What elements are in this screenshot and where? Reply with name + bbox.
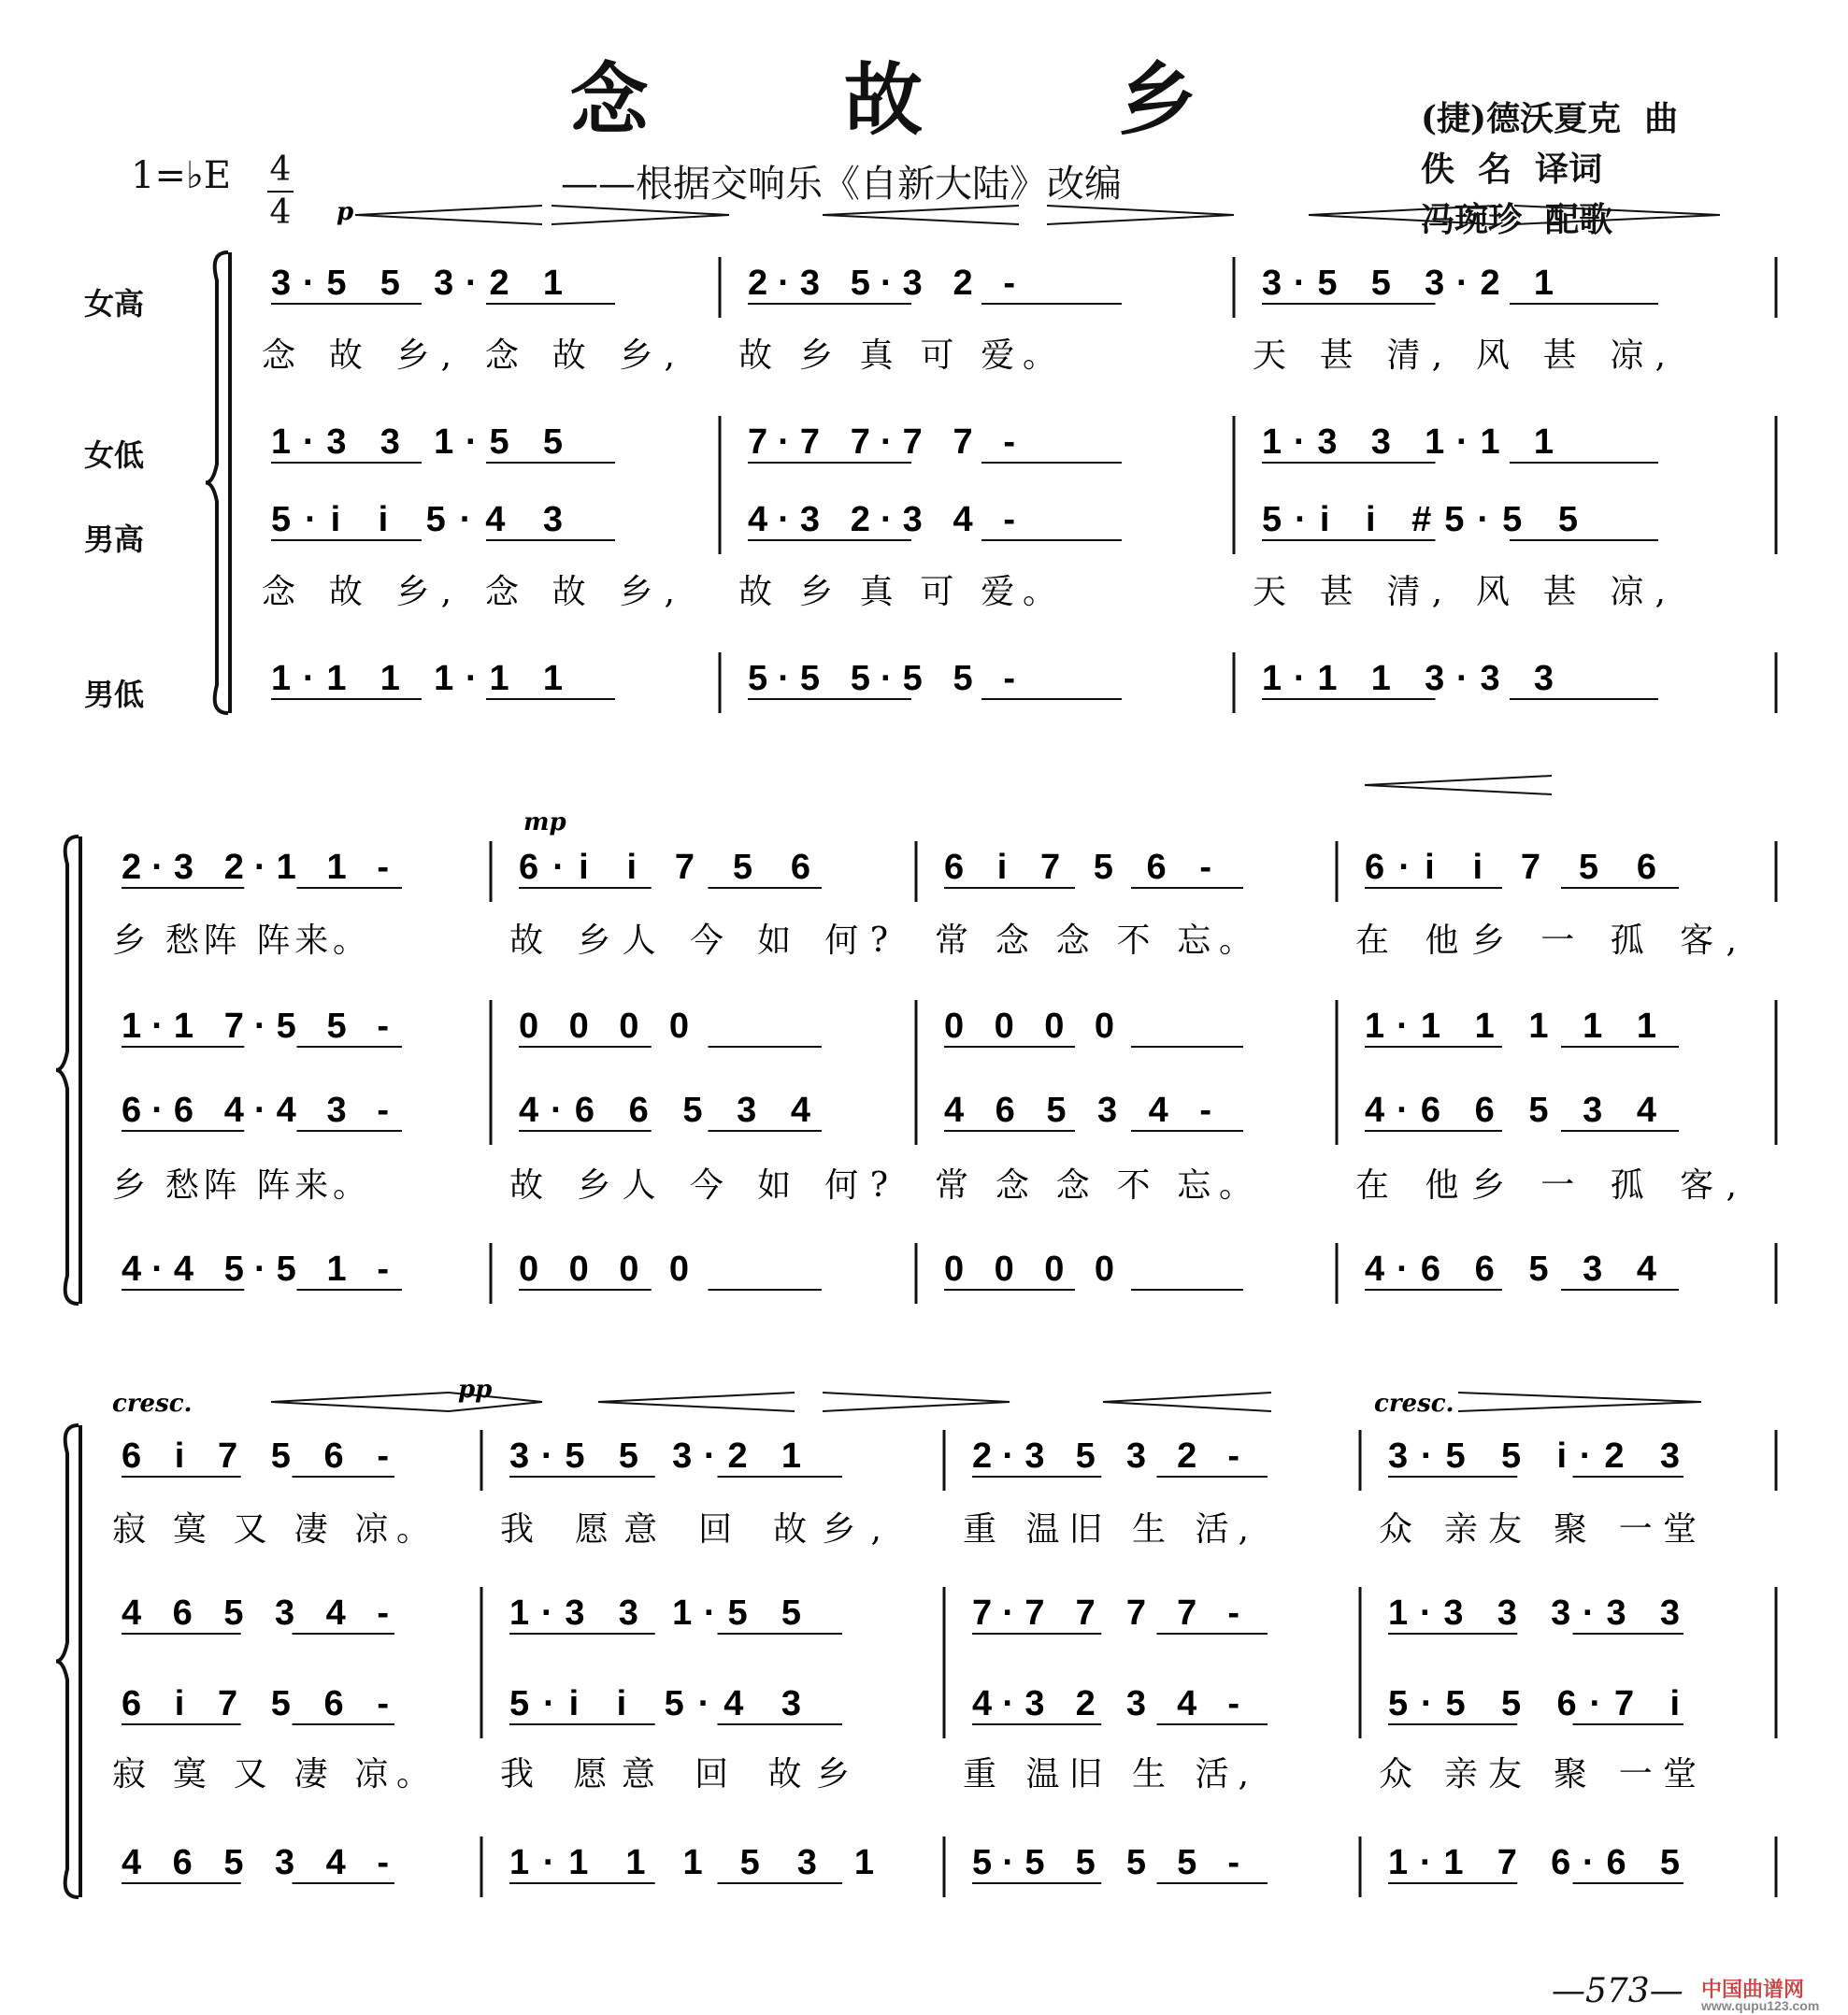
system-1-dynamic-1: p <box>337 198 354 226</box>
system-2-bar-4-lyric-upper: 在 他乡 一 孤 客, <box>1355 922 1737 960</box>
voice-label-soprano: 女高 <box>84 286 145 322</box>
watermark <box>1701 1974 1820 2013</box>
system-3-bar-3-tenor: 4·3 2 3 4 - <box>972 1684 1239 1723</box>
system-3-bar-3-lyric-upper: 重 温旧 生 活, <box>963 1510 1249 1549</box>
system-2-bar-4-lyric-lower: 在 他乡 一 孤 客, <box>1355 1166 1737 1205</box>
system-1-hairpin-4 <box>1047 206 1234 224</box>
system-1-bar-2-lyric-upper: 故 乡 真 可 爱。 <box>738 336 1056 375</box>
system-1-hairpin-5 <box>1309 206 1496 224</box>
system-3-hairpin-5 <box>1103 1393 1271 1411</box>
system-2-hairpin-1 <box>1365 776 1552 794</box>
system-3-bar-3-lyric-lower: 重 温旧 生 活, <box>963 1755 1249 1793</box>
system-2-bar-2-alto: 0 0 0 0 <box>519 1007 689 1046</box>
key-signature: 1=♭E <box>131 154 232 197</box>
system-2-dynamic-1: mp <box>523 808 566 836</box>
system-2-brace <box>56 836 79 1304</box>
system-3-bar-2-tenor: 5·i i 5·4 3 <box>509 1684 801 1723</box>
system-3-bar-4-soprano: 3·5 5 i·2 3 <box>1388 1436 1680 1476</box>
system-1-brace <box>206 252 228 713</box>
watermark-text: 中国曲谱网 <box>1701 1978 1805 2001</box>
system-1-bar-3-soprano: 3·5 5 3·2 1 <box>1262 264 1554 303</box>
system-2-bar-4-soprano: 6·i i 7 5 6 <box>1365 848 1656 887</box>
system-1-hairpin-3 <box>823 206 1019 224</box>
system-2-bar-2-lyric-upper: 故 乡人 今 如 何? <box>509 922 888 960</box>
system-3-bar-4-lyric-upper: 众 亲友 聚 一堂 <box>1379 1510 1697 1549</box>
system-1-bar-2-alto: 7·7 7·7 7 - <box>748 422 1015 462</box>
system-3-bar-4-lyric-lower: 众 亲友 聚 一堂 <box>1379 1755 1697 1793</box>
system-1-bar-3-lyric-upper: 天 甚 清, 风 甚 凉, <box>1253 336 1666 375</box>
system-1-bar-3-tenor: 5·i i #5·5 5 <box>1262 500 1578 539</box>
voice-label-bass: 男低 <box>84 677 145 712</box>
system-2-bar-2-tenor: 4·6 6 5 3 4 <box>519 1091 810 1130</box>
system-3-bar-2-lyric-lower: 我 愿意 回 故乡 <box>500 1755 850 1793</box>
page-number: —573— <box>1552 1972 1683 2010</box>
system-2-bar-1-lyric-lower: 乡 愁阵 阵来。 <box>112 1166 366 1205</box>
system-2-bar-3-tenor: 4 6 5 3 4 - <box>944 1091 1211 1130</box>
system-1-bar-1-alto: 1·3 3 1·5 5 <box>271 422 563 462</box>
system-3-bar-4-tenor: 5·5 5 6·7 i <box>1388 1684 1680 1723</box>
voice-label-alto: 女低 <box>84 437 145 473</box>
system-2-bar-1-lyric-upper: 乡 愁阵 阵来。 <box>112 922 366 960</box>
system-3-hairpin-3 <box>598 1393 795 1411</box>
time-top: 4 <box>269 150 292 189</box>
system-2-bar-1-alto: 1·1 7·5 5 - <box>122 1007 389 1046</box>
system-3-dynamic-2: pp <box>458 1376 493 1404</box>
system-1-bar-1-bass: 1·1 1 1·1 1 <box>271 659 563 698</box>
system-2-bar-1-bass: 4·4 5·5 1 - <box>122 1250 389 1289</box>
system-2-bar-4-tenor: 4·6 6 5 3 4 <box>1365 1091 1656 1130</box>
credit-translator: 佚 名 译词 <box>1421 150 1603 189</box>
system-3-bar-2-soprano: 3·5 5 3·2 1 <box>509 1436 801 1476</box>
system-3-hairpin-4 <box>823 1393 1010 1411</box>
system-1-bar-1-lyric-lower: 念 故 乡, 念 故 乡, <box>262 573 675 611</box>
system-2-bar-4-bass: 4·6 6 5 3 4 <box>1365 1250 1656 1289</box>
system-1-bar-2-lyric-lower: 故 乡 真 可 爱。 <box>738 573 1056 611</box>
system-1-bar-3-bass: 1·1 1 3·3 3 <box>1262 659 1554 698</box>
system-3-bar-1-tenor: 6 i 7 5 6 - <box>122 1684 389 1723</box>
system-2-bar-3-alto: 0 0 0 0 <box>944 1007 1114 1046</box>
system-3-brace <box>56 1425 79 1897</box>
system-3-bar-1-lyric-lower: 寂 寞 又 凄 凉。 <box>112 1755 430 1793</box>
time-bottom: 4 <box>269 193 292 232</box>
system-2-bar-3-bass: 0 0 0 0 <box>944 1250 1114 1289</box>
system-2-bar-4-alto: 1·1 1 1 1 1 <box>1365 1007 1656 1046</box>
system-1-bar-2-bass: 5·5 5·5 5 - <box>748 659 1015 698</box>
system-3-dynamic-3: cresc. <box>1374 1390 1454 1418</box>
system-3-hairpin-6 <box>1458 1393 1701 1411</box>
system-3-bar-3-alto: 7·7 7 7 7 - <box>972 1593 1239 1633</box>
system-2-bar-2-lyric-lower: 故 乡人 今 如 何? <box>509 1166 888 1205</box>
system-1-bar-1-tenor: 5·i i 5·4 3 <box>271 500 563 539</box>
credit-composer: (捷)德沃夏克 曲 <box>1421 99 1679 138</box>
subtitle: ——根据交响乐《自新大陆》改编 <box>561 163 1122 206</box>
system-3-bar-4-bass: 1·1 7 6·6 5 <box>1388 1843 1680 1882</box>
page-title: 念 故 乡 <box>569 53 1282 146</box>
system-3-bar-2-bass: 1·1 1 1 5 3 1 <box>509 1843 874 1882</box>
system-1-bar-3-lyric-lower: 天 甚 清, 风 甚 凉, <box>1253 573 1666 611</box>
system-3-bar-3-bass: 5·5 5 5 5 - <box>972 1843 1239 1882</box>
system-3-bar-1-bass: 4 6 5 3 4 - <box>122 1843 389 1882</box>
system-1-hairpin-2 <box>552 206 729 224</box>
system-2-bar-2-soprano: 6·i i 7 5 6 <box>519 848 810 887</box>
system-3-bar-1-alto: 4 6 5 3 4 - <box>122 1593 389 1633</box>
system-2-bar-1-tenor: 6·6 4·4 3 - <box>122 1091 389 1130</box>
system-2-bar-3-lyric-lower: 常 念 念 不 忘。 <box>935 1166 1253 1205</box>
system-3-hairpin-1 <box>271 1393 449 1411</box>
system-3-dynamic-1: cresc. <box>112 1390 193 1418</box>
watermark-url: www.qupu123.com <box>1701 1998 1820 2013</box>
system-2-bar-2-bass: 0 0 0 0 <box>519 1250 689 1289</box>
system-2-bar-3-soprano: 6 i 7 5 6 - <box>944 848 1211 887</box>
system-3-bar-2-lyric-upper: 我 愿意 回 故乡, <box>500 1510 881 1549</box>
system-1-bar-3-alto: 1·3 3 1·1 1 <box>1262 422 1554 462</box>
system-1-bar-1-lyric-upper: 念 故 乡, 念 故 乡, <box>262 336 675 375</box>
system-2-bar-1-soprano: 2·3 2·1 1 - <box>122 848 389 887</box>
system-1-hairpin-1 <box>355 206 542 224</box>
credit-arranger: 冯琬珍 配歌 <box>1421 200 1613 239</box>
voice-label-tenor: 男高 <box>84 522 145 557</box>
system-1-bar-2-soprano: 2·3 5·3 2 - <box>748 264 1015 303</box>
system-3-bar-4-alto: 1·3 3 3·3 3 <box>1388 1593 1680 1633</box>
system-3-bar-1-lyric-upper: 寂 寞 又 凄 凉。 <box>112 1510 430 1549</box>
system-3-bar-1-soprano: 6 i 7 5 6 - <box>122 1436 389 1476</box>
system-3-bar-2-alto: 1·3 3 1·5 5 <box>509 1593 801 1633</box>
system-1-hairpin-6 <box>1514 206 1720 224</box>
system-1-bar-1-soprano: 3·5 5 3·2 1 <box>271 264 563 303</box>
system-3-bar-3-soprano: 2·3 5 3 2 - <box>972 1436 1239 1476</box>
system-1-bar-2-tenor: 4·3 2·3 4 - <box>748 500 1015 539</box>
system-2-bar-3-lyric-upper: 常 念 念 不 忘。 <box>935 922 1253 960</box>
